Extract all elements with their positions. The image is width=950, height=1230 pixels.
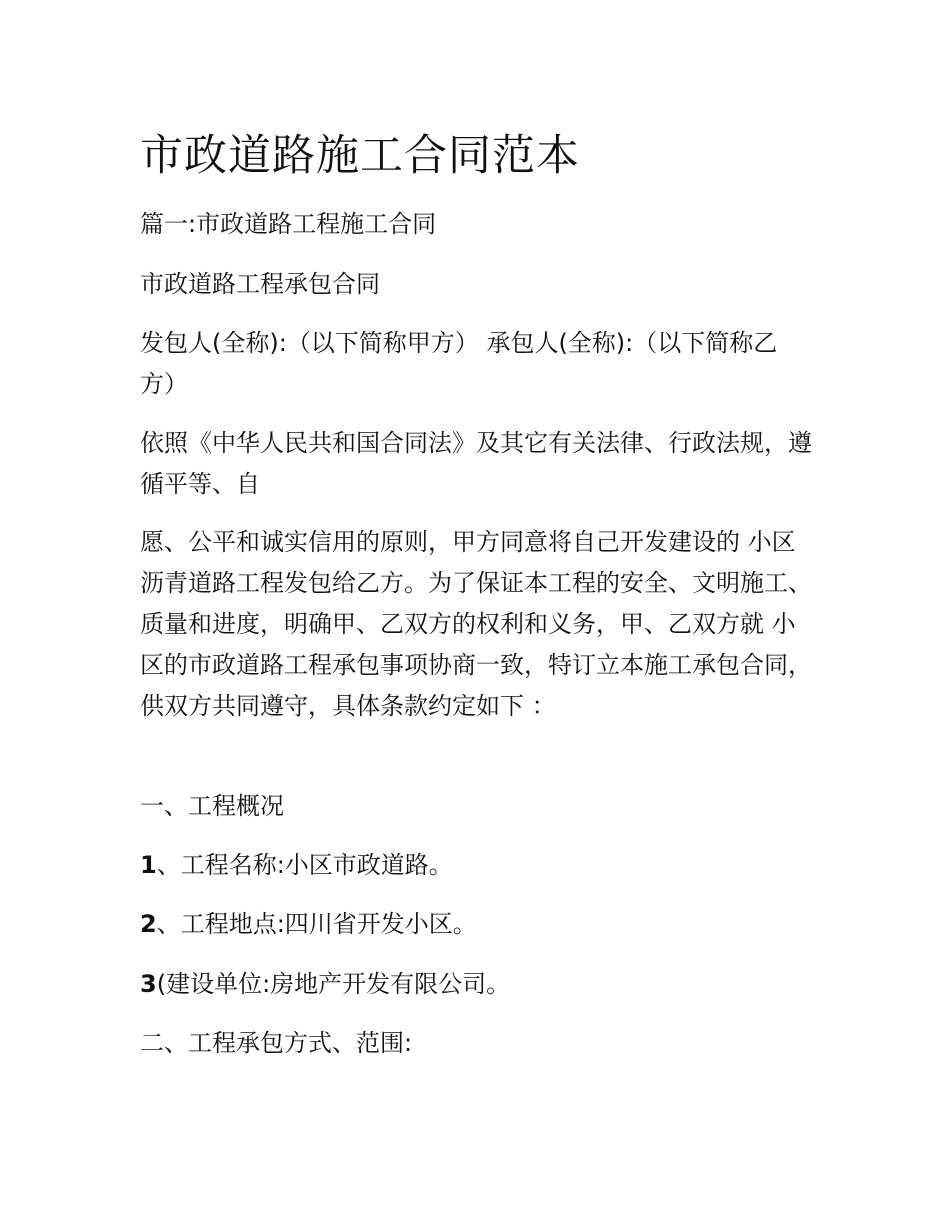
legal-basis-paragraph: 依照《中华人民共和国合同法》及其它有关法律、行政法规，遵循平等、自 <box>140 429 812 498</box>
list-item <box>140 845 812 886</box>
parties-paragraph: 发包人(全称):（以下简称甲方） 承包人(全称):（以下简称乙方） <box>140 329 778 398</box>
item-number: 1 <box>140 851 157 879</box>
list-item <box>140 964 812 1005</box>
section-one-heading: 一、工程概况 <box>140 792 284 820</box>
contract-title: 市政道路工程承包合同 <box>140 270 380 298</box>
chapter-heading: 篇一:市政道路工程施工合同 <box>140 210 437 238</box>
list-item <box>140 904 812 945</box>
item-text: 、工程名称:小区市政道路。 <box>156 851 453 879</box>
agreement-paragraph: 愿、公平和诚实信用的原则，甲方同意将自己开发建设的 小区沥青道路工程发包给乙方。为了保证本工程的安全、文明施工、质量和进度，明确甲、乙双方的权利和义务，甲、乙双方就 小区的市政道路工程承包事项协商一致，特订立本施工承包合同，供双方共同遵守，具体条款约定如下 ： <box>140 528 812 720</box>
item-text: 、工程地点:四川省开发小区。 <box>156 910 477 938</box>
item-text: (建设单位:房地产开发有限公司。 <box>156 970 511 998</box>
item-number: 2 <box>140 910 157 938</box>
document-title: 市政道路施工合同范本 <box>140 131 580 181</box>
section-two-heading: 二、工程承包方式、范围: <box>140 1029 413 1057</box>
item-number: 3 <box>140 970 157 998</box>
